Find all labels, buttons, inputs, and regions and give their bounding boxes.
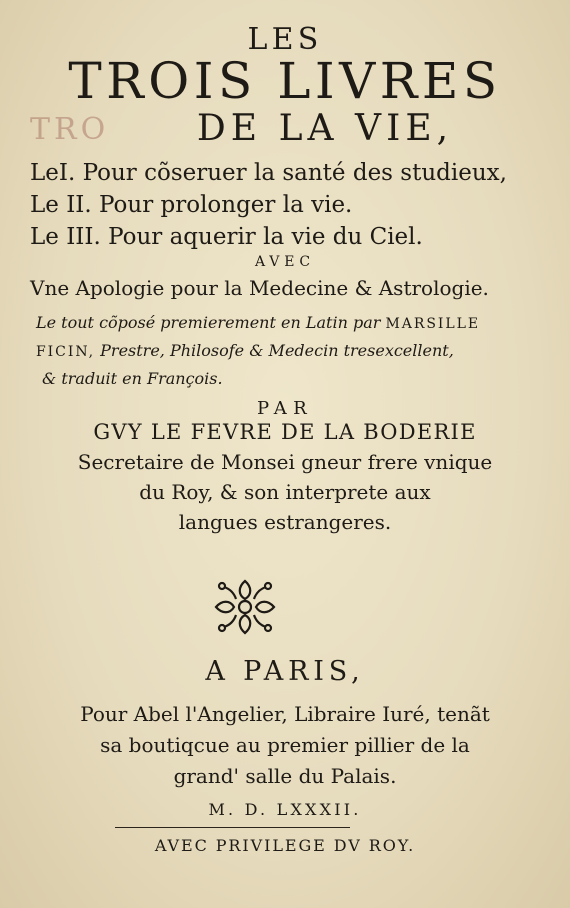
place-of-publication: A PARIS, bbox=[205, 656, 365, 687]
avec-label: AVEC bbox=[254, 254, 316, 270]
composition-line-3: & traduit en François. bbox=[42, 369, 223, 388]
title-de-la-vie: DE LA VIE, bbox=[196, 108, 454, 149]
publisher-line-2: sa boutiqcue au premier pillier de la bbox=[100, 733, 470, 757]
composition-line-1 bbox=[36, 313, 570, 332]
faded-stamp-text: TRO bbox=[30, 112, 110, 147]
apology-line: Vne Apologie pour la Medecine & Astrologie. bbox=[30, 276, 489, 300]
title-trois-livres: TROIS LIVRES bbox=[68, 52, 502, 110]
horizontal-rule bbox=[115, 827, 350, 828]
publisher-line-3: grand' salle du Palais. bbox=[173, 764, 397, 788]
composition-line-2 bbox=[36, 341, 570, 360]
composition-italic-1: Le tout cõposé premierement en Latin par bbox=[36, 313, 381, 332]
publisher-line-1: Pour Abel l'Angelier, Libraire Iuré, tenãt bbox=[80, 702, 490, 726]
privilege-line: AVEC PRIVILEGE DV ROY. bbox=[154, 836, 416, 855]
translator-line-4: langues estrangeres. bbox=[178, 510, 392, 534]
author-first-name: MARSILLE bbox=[385, 316, 481, 332]
contents-book-3: Le III. Pour aquerir la vie du Ciel. bbox=[30, 224, 423, 250]
translator-line-2: Secretaire de Monsei gneur frere vnique bbox=[77, 450, 493, 474]
title-les: LES bbox=[247, 22, 323, 57]
translator-line-3: du Roy, & son interprete aux bbox=[139, 480, 431, 504]
translator-name: GVY LE FEVRE DE LA BODERIE bbox=[93, 420, 477, 444]
publication-year: M. D. LXXXII. bbox=[208, 800, 362, 819]
author-last-name: FICIN, bbox=[36, 344, 96, 360]
composition-italic-2: Prestre, Philosofe & Medecin tresexcellent, bbox=[100, 341, 454, 360]
par-label: PAR bbox=[257, 398, 313, 419]
contents-book-1: LeI. Pour cõseruer la santé des studieux, bbox=[30, 160, 507, 186]
fleuron-ornament-icon bbox=[210, 577, 280, 637]
contents-book-2: Le II. Pour prolonger la vie. bbox=[30, 192, 353, 218]
